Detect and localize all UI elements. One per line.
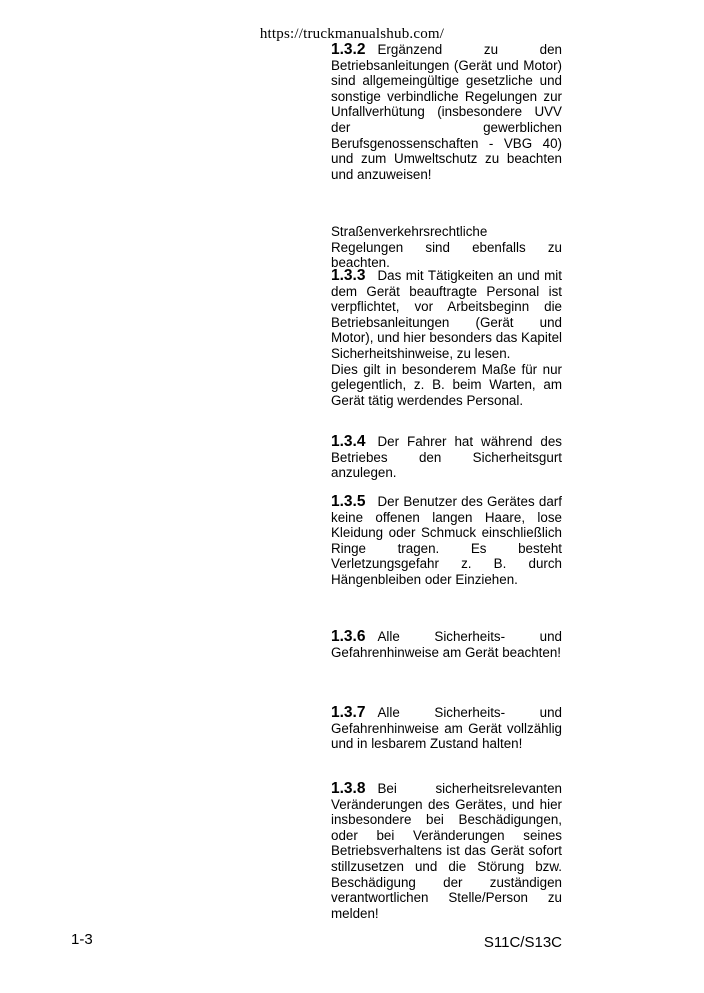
section-1-3-6 [331, 629, 562, 660]
section-number: 1.3.4 [331, 433, 366, 450]
watermark-url: https://truckmanualshub.com/ [259, 26, 445, 42]
section-text: Alle Sicherheits- und Gefahrenhinweise am Gerät vollzählig und in lesbarem Zustand halten! [331, 705, 562, 752]
section-1-3-4 [331, 434, 562, 481]
section-text: Das mit Tätigkeiten an und mit dem Gerät beauftragte Personal ist verpflichtet, vor Arbeitsbeginn die Betriebsanleitungen (Gerät und Motor), und hier besonders das Kapitel Sicherheitshinweise, zu lesen. [331, 268, 562, 361]
section-number: 1.3.7 [331, 704, 366, 721]
section-number: 1.3.5 [331, 493, 366, 510]
section-number: 1.3.3 [331, 267, 366, 284]
section-text: Ergänzend zu den Betriebsanleitungen (Gerät und Motor) sind allgemeingültige gesetzliche und sonstige verbindliche Regelungen zur Unfallverhütung (insbesondere UVV der gewerblichen Berufsgenossenschaften - VBG 40) und zum Umweltschutz zu beachten und anzuweisen! [331, 42, 562, 182]
section-1-3-2-note [331, 224, 562, 271]
section-1-3-3 [331, 268, 562, 408]
section-text: Bei sicherheitsrelevanten Veränderungen des Gerätes, und hier insbesondere bei Beschädigungen, oder bei Veränderungen seines Betriebsverhaltens ist das Gerät sofort stillzusetzen und die Störung bzw. Beschädigung der zuständigen verantwortlichen Stelle/Person zu melden! [331, 781, 562, 921]
section-1-3-5 [331, 494, 562, 588]
section-1-3-8 [331, 781, 562, 921]
section-text: Alle Sicherheits- und Gefahrenhinweise am Gerät beachten! [331, 629, 562, 660]
model-label: S11C/S13C [483, 934, 562, 951]
section-text: Straßenverkehrsrechtliche Regelungen sind ebenfalls zu beachten. [331, 224, 562, 271]
section-text: Der Fahrer hat während des Betriebes den Sicherheitsgurt anzulegen. [331, 434, 562, 481]
page-number: 1-3 [71, 931, 93, 948]
section-1-3-2 [331, 42, 562, 182]
section-text-2: Dies gilt in besonderem Maße für nur gelegentlich, z. B. beim Warten, am Gerät tätig werdendes Personal. [331, 361, 562, 408]
section-1-3-7 [331, 705, 562, 752]
section-number: 1.3.8 [331, 780, 366, 797]
section-text: Der Benutzer des Gerätes darf keine offenen langen Haare, lose Kleidung oder Schmuck einschließlich Ringe tragen. Es besteht Verletzungsgefahr z. B. durch Hängenbleiben oder Einziehen. [331, 494, 562, 587]
section-number: 1.3.6 [331, 628, 366, 645]
section-number: 1.3.2 [331, 41, 366, 58]
